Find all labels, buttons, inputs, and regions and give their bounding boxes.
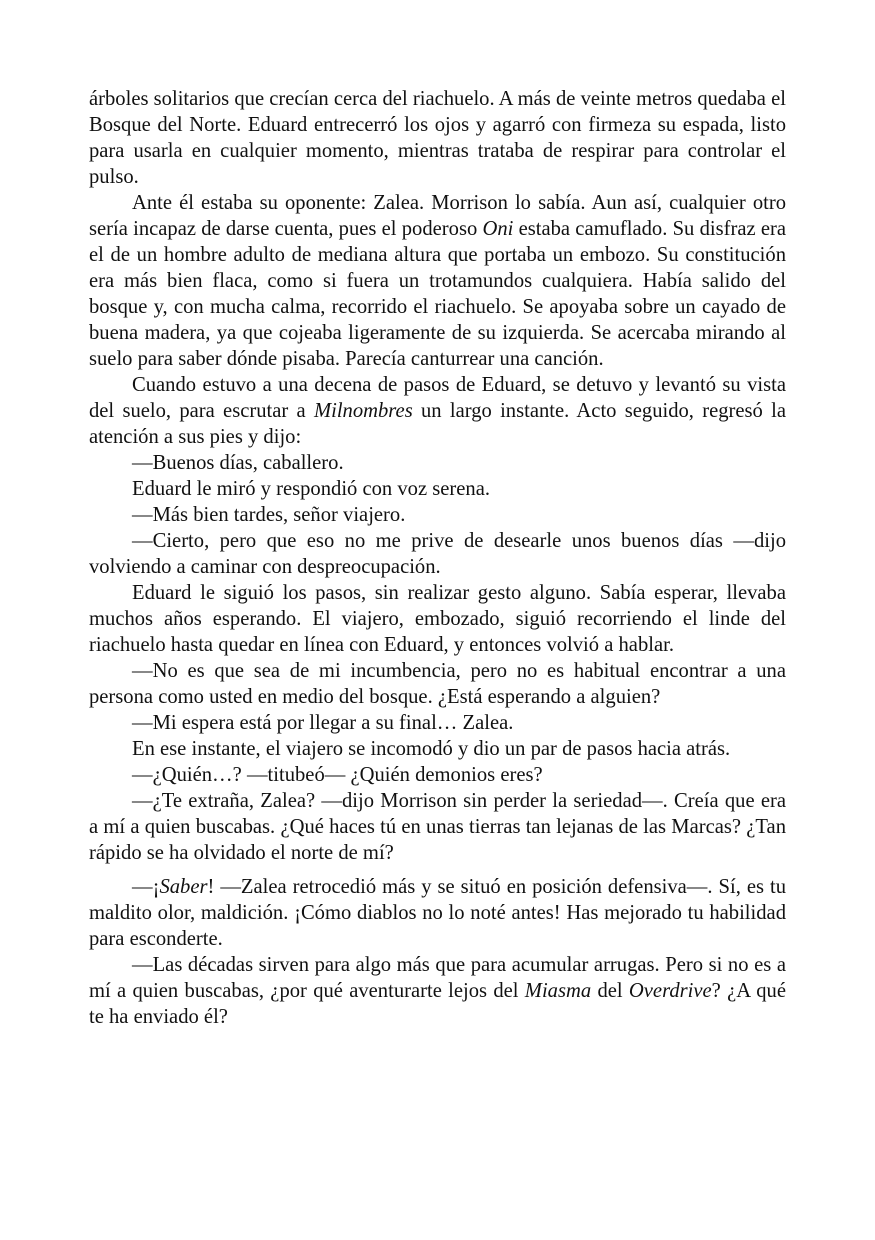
dialogue-line: —Las décadas sirven para algo más que para acumular arrugas. Pero si no es a mí a quien buscabas, ¿por qué aventurarte lejos del Miasma del Overdrive? ¿A qué te ha enviado él?	[89, 954, 786, 1028]
paragraph-narration: Eduard le miró y respondió con voz serena.	[132, 478, 490, 500]
dialogue-line: —¿Quién…? —titubeó— ¿Quién demonios eres?	[132, 764, 543, 786]
dialogue-line: —Mi espera está por llegar a su final… Zalea.	[132, 712, 514, 734]
italic-term-milnombres: Milnombres	[313, 400, 413, 422]
italic-term-saber: Saber	[159, 876, 208, 898]
dialogue-line: —No es que sea de mi incumbencia, pero no es habitual encontrar a una persona como usted en medio del bosque. ¿Está esperando a alguien?	[89, 660, 786, 708]
dialogue-line: —¡Saber! —Zalea retrocedió más y se situó en posición defensiva—. Sí, es tu maldito olor, maldición. ¡Cómo diablos no lo noté antes! Has mejorado tu habilidad para esconderte.	[89, 876, 786, 950]
dialogue-line: —Cierto, pero que eso no me prive de desearle unos buenos días —dijo volviendo a caminar con despreocupación.	[89, 530, 786, 578]
dialogue-line: —¿Te extraña, Zalea? —dijo Morrison sin perder la seriedad—. Creía que era a mí a quien buscabas. ¿Qué haces tú en unas tierras tan lejanas de las Marcas? ¿Tan rápido se ha olvidado el norte de mí?	[89, 790, 786, 864]
book-page-text	[89, 86, 786, 1030]
paragraph-3: Cuando estuvo a una decena de pasos de Eduard, se detuvo y levantó su vista del suelo, para escrutar a Milnombres un largo instante. Acto seguido, regresó la atención a sus pies y dijo:	[89, 374, 786, 448]
dialogue-line: —Más bien tardes, señor viajero.	[132, 504, 406, 526]
paragraph-2: Ante él estaba su oponente: Zalea. Morrison lo sabía. Aun así, cualquier otro sería incapaz de darse cuenta, pues el poderoso Oni estaba camuflado. Su disfraz era el de un hombre adulto de mediana altura que portaba un embozo. Su constitución era más bien flaca, como si fuera un trotamundos cualquiera. Había salido del bosque y, con mucha calma, recorrido el riachuelo. Se apoyaba sobre un cayado de buena madera, ya que cojeaba ligeramente de su izquierda. Se acercaba mirando al suelo para saber dónde pisaba. Parecía canturrear una canción.	[89, 192, 786, 370]
paragraph-narration: En ese instante, el viajero se incomodó y dio un par de pasos hacia atrás.	[132, 738, 731, 760]
paragraph-1: árboles solitarios que crecían cerca del riachuelo. A más de veinte metros quedaba el Bosque del Norte. Eduard entrecerró los ojos y agarró con firmeza su espada, listo para usarla en cualquier momento, mientras trataba de respirar para controlar el pulso.	[89, 88, 786, 188]
dialogue-line: —Buenos días, caballero.	[132, 452, 344, 474]
italic-term-oni: Oni	[482, 218, 514, 240]
italic-term-miasma: Miasma	[524, 980, 592, 1002]
paragraph-narration: Eduard le siguió los pasos, sin realizar gesto alguno. Sabía esperar, llevaba muchos años esperando. El viajero, embozado, siguió recorriendo el linde del riachuelo hasta quedar en línea con Eduard, y entonces volvió a hablar.	[89, 582, 786, 656]
italic-term-overdrive: Overdrive	[628, 980, 712, 1002]
